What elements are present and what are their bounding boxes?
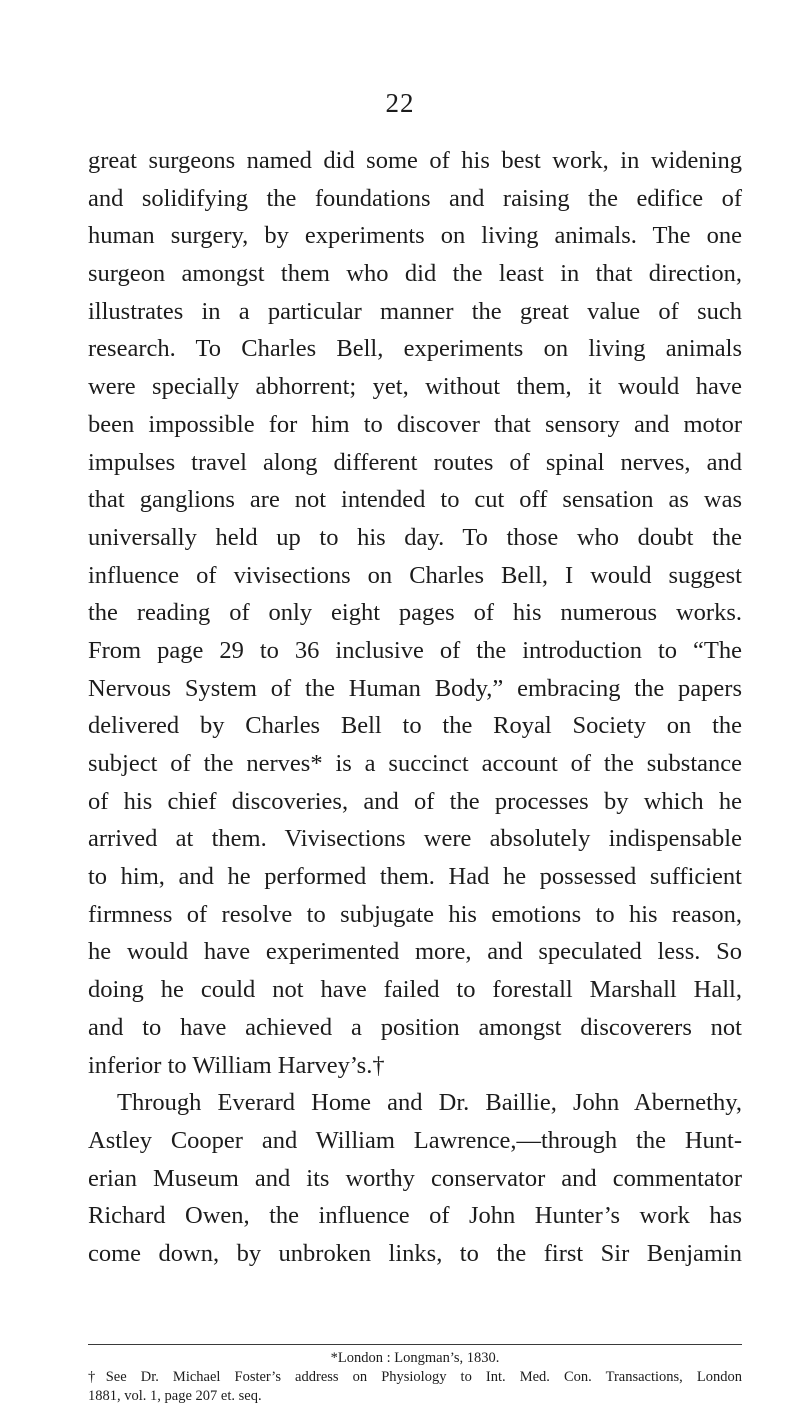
body-text [88, 142, 742, 1273]
text-line: From page 29 to 36 inclusive of the introduction to “The [88, 636, 742, 664]
text-line: arrived at them. Vivisections were absolutely indispensable [88, 825, 742, 853]
text-line: and to have achieved a position amongst discoverers not [88, 1013, 742, 1041]
text-line: Astley Cooper and William Lawrence,—through the Hunt- [88, 1126, 742, 1154]
text-line: inferior to William Harvey’s.† [88, 1051, 385, 1079]
text-line: Nervous System of the Human Body,” embracing the papers [88, 674, 742, 702]
text-line: delivered by Charles Bell to the Royal Society on the [88, 712, 742, 740]
text-line: illustrates in a particular manner the great value of such [88, 297, 742, 325]
text-line: influence of vivisections on Charles Bell, I would suggest [88, 561, 742, 589]
text-line: and solidifying the foundations and raising the edifice of [88, 184, 742, 212]
footnote-dagger: †See Dr. Michael Foster’s address on Physiology to Int. Med. Con. Transactions, London [88, 1369, 742, 1385]
text-line: great surgeons named did some of his best work, in widening [88, 147, 742, 174]
text-line: doing he could not have failed to forestall Marshall Hall, [88, 976, 742, 1004]
text-line: Richard Owen, the influence of John Hunter’s work has [88, 1202, 742, 1230]
text-line: come down, by unbroken links, to the first Sir Benjamin [88, 1239, 742, 1267]
text-line: the reading of only eight pages of his numerous works. [88, 599, 742, 627]
page-number: 22 [385, 88, 415, 118]
text-line: firmness of resolve to subjugate his emotions to his reason, [88, 900, 742, 928]
footnotes [88, 1349, 742, 1406]
text-line: research. To Charles Bell, experiments on living animals [88, 335, 742, 363]
text-line: universally held up to his day. To those who doubt the [88, 523, 742, 551]
text-line: erian Museum and its worthy conservator and commentator [88, 1164, 742, 1192]
text-line: Through Everard Home and Dr. Baillie, John Abernethy, [117, 1089, 742, 1117]
text-line: to him, and he performed them. Had he possessed sufficient [88, 863, 742, 891]
text-line: he would have experimented more, and speculated less. So [88, 938, 742, 966]
text-line: that ganglions are not intended to cut off sensation as was [88, 486, 742, 514]
text-line: impulses travel along different routes of spinal nerves, and [88, 448, 742, 476]
text-line: surgeon amongst them who did the least in that direction, [88, 260, 742, 288]
text-line: been impossible for him to discover that sensory and motor [88, 410, 742, 438]
footnote-divider [88, 1344, 742, 1345]
footnote-star: *London : Longman’s, 1830. [330, 1350, 500, 1366]
text-line: were specially abhorrent; yet, without them, it would have [88, 373, 742, 401]
text-line: human surgery, by experiments on living animals. The one [88, 222, 742, 250]
footnote-dagger-continued: 1881, vol. 1, page 207 et. seq. [88, 1388, 262, 1404]
text-line: subject of the nerves* is a succinct account of the substance [88, 750, 742, 777]
text-line: of his chief discoveries, and of the processes by which he [88, 787, 742, 815]
